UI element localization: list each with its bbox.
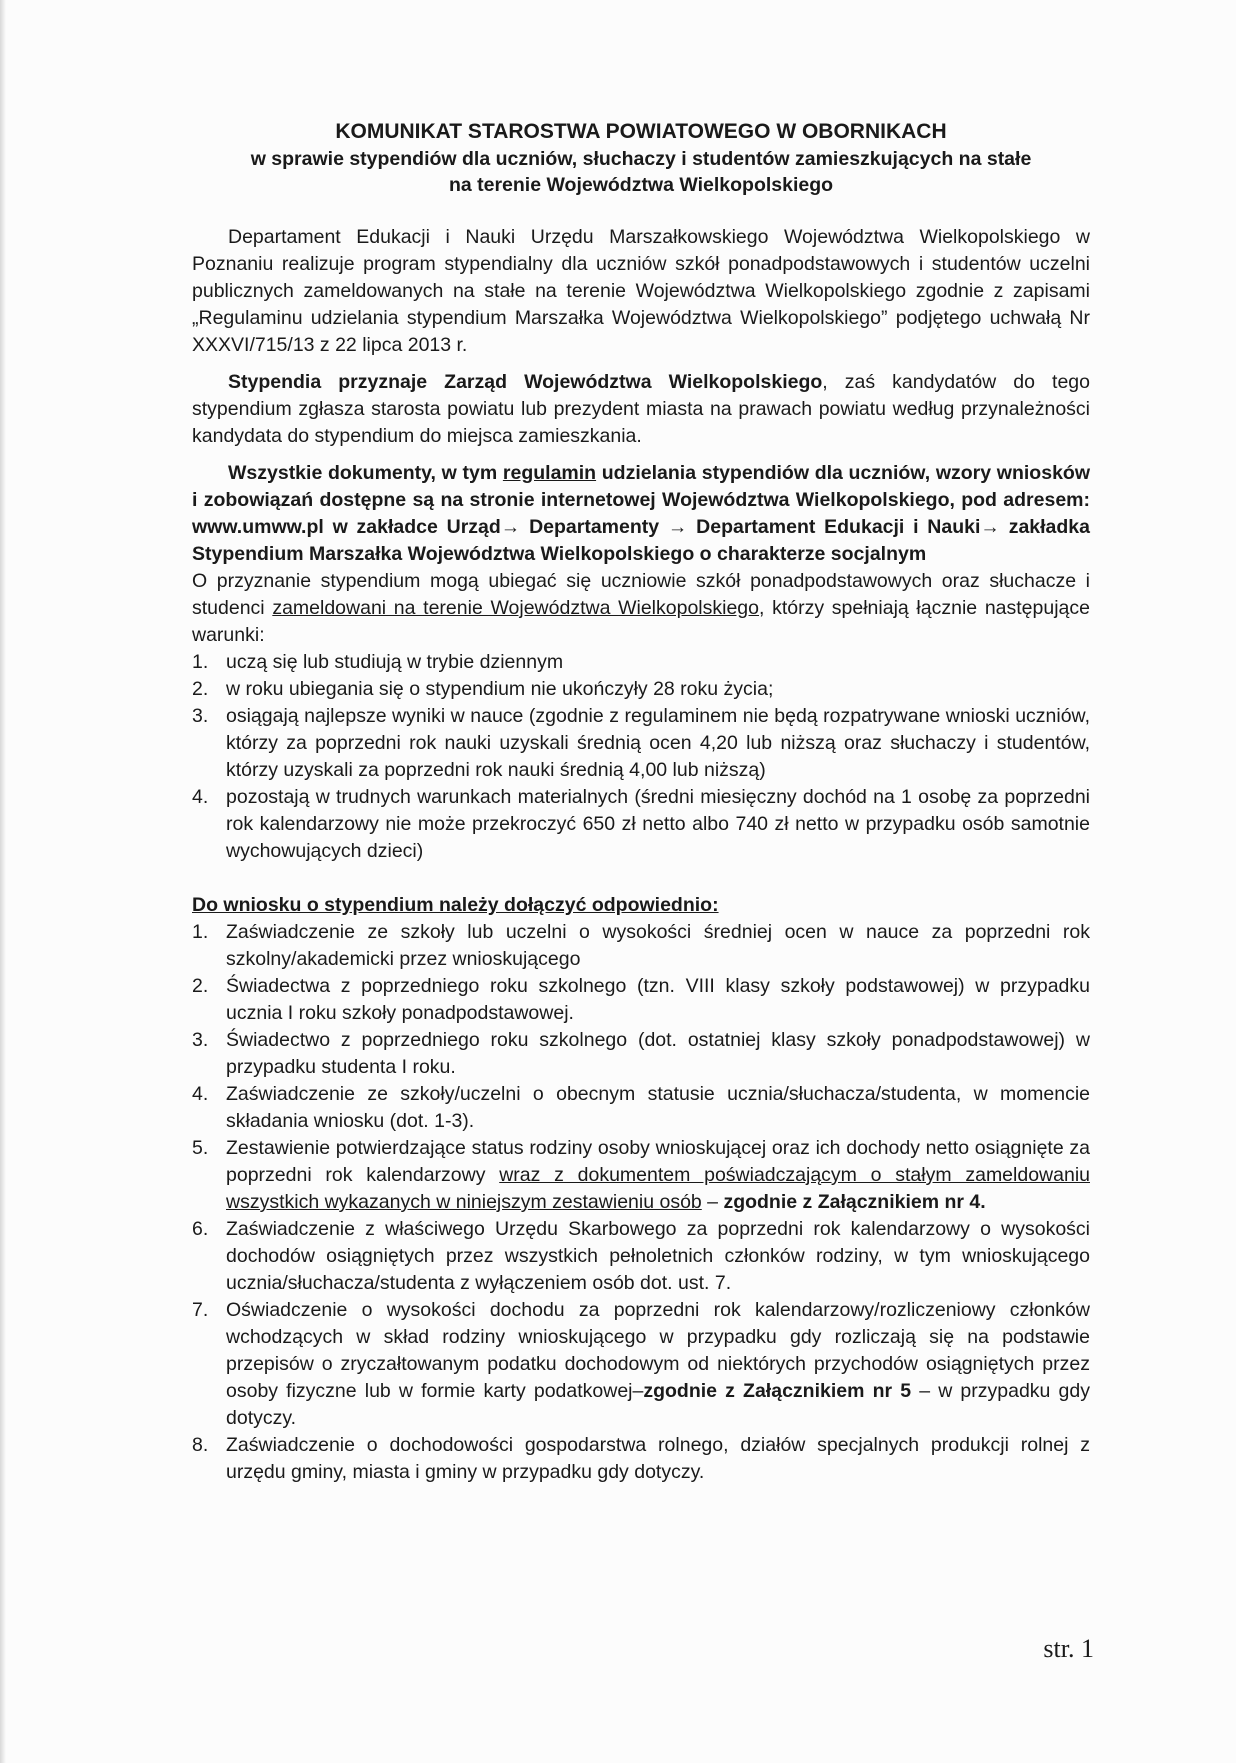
list-item — [192, 1081, 1090, 1135]
document-page — [192, 118, 1090, 1486]
list-item-text: Zaświadczenie ze szkoły/uczelni o obecnym statusie ucznia/słuchacza/studenta, w momencie składania wniosku (dot. 1-3). — [226, 1083, 1090, 1132]
list-item-number: 1. — [192, 921, 209, 943]
list-item-number: 3. — [192, 1029, 209, 1051]
list-item — [192, 1027, 1090, 1081]
header-subtitle-line2: na terenie Województwa Wielkopolskiego — [448, 174, 834, 196]
list-item — [192, 784, 1090, 865]
list-item-text: Świadectwa z poprzedniego roku szkolnego (tzn. VIII klasy szkoły podstawowej) w przypadku ucznia I roku szkoły ponadpodstawowej. — [226, 975, 1090, 1024]
list-item-text: uczą się lub studiują w trybie dziennym — [226, 651, 564, 673]
list-item-number: 4. — [192, 1083, 209, 1105]
list-item — [192, 1432, 1090, 1486]
eligibility-paragraph — [192, 568, 1090, 649]
scan-edge-shadow — [0, 0, 6, 1763]
documents-info-paragraph — [192, 460, 1090, 568]
list-item-number: 2. — [192, 975, 209, 997]
list-item — [192, 1135, 1090, 1216]
list-item — [192, 676, 1090, 703]
doc7-part2: – w przypadku gdy dotyczy. — [226, 1380, 1090, 1429]
eligibility-underlined: zameldowani na terenie Województwa Wielkopolskiego — [272, 597, 759, 619]
header-title: KOMUNIKAT STAROSTWA POWIATOWEGO W OBORNIKACH — [335, 120, 947, 143]
eligibility-part1: O przyznanie stypendium mogą ubiegać się uczniowie szkół ponadpodstawowych oraz słuchacze i studenci — [192, 570, 1090, 619]
document-header — [192, 118, 1090, 198]
list-item-number: 3. — [192, 705, 209, 727]
award-rest: , zaś kandydatów do tego stypendium zgłasza starosta powiatu lub prezydent miasta na prawach powiatu według przynależności kandydata do stypendium do miejsca zamieszkania. — [192, 371, 1090, 447]
list-item — [192, 973, 1090, 1027]
list-item-text: Zaświadczenie ze szkoły lub uczelni o wysokości średniej ocen w nauce za poprzedni rok szkolny/akademicki przez wnioskującego — [226, 921, 1090, 970]
list-item-text: osiągają najlepsze wyniki w nauce (zgodnie z regulaminem nie będą rozpatrywane wnioski uczniów, którzy za poprzedni rok nauki uzyskali średnią ocen 4,20 lub niższą oraz słuchaczy i studentów, którzy uzyskali za poprzedni rok nauki średnią 4,00 lub niższą) — [226, 705, 1090, 781]
list-item-text: Zaświadczenie o dochodowości gospodarstwa rolnego, działów specjalnych produkcji rolnej z urzędu gminy, miasta i gminy w przypadku gdy dotyczy. — [226, 1434, 1090, 1483]
list-item-number: 5. — [192, 1137, 209, 1159]
list-item-number: 4. — [192, 786, 209, 808]
regulamin-link[interactable]: regulamin — [502, 462, 597, 484]
doc5-underlined: wraz z dokumentem poświadczającym o stałym zameldowaniu wszystkich wykazanych w niniejszym zestawieniu osób — [226, 1164, 1090, 1213]
list-item-number: 8. — [192, 1434, 209, 1456]
documents-list — [192, 919, 1090, 1486]
list-item — [192, 703, 1090, 784]
list-item — [192, 1216, 1090, 1297]
doc5-attachment-ref: zgodnie z Załącznikiem nr 4. — [723, 1191, 986, 1213]
documents-info-part1: Wszystkie dokumenty, w tym — [228, 462, 503, 484]
list-item — [192, 649, 1090, 676]
list-item-number: 7. — [192, 1299, 209, 1321]
list-item-text: pozostają w trudnych warunkach materialnych (średni miesięczny dochód na 1 osobę za poprzedni rok kalendarzowy nie może przekroczyć 650 zł netto albo 740 zł netto w przypadku osób samotnie wychowujących dzieci) — [226, 786, 1090, 862]
list-item — [192, 919, 1090, 973]
scholarship-award-paragraph — [192, 369, 1090, 450]
list-item — [192, 1297, 1090, 1432]
list-item-text: Zaświadczenie z właściwego Urzędu Skarbowego za poprzedni rok kalendarzowy o wysokości dochodów osiągniętych przez wszystkich pełnoletnich członków rodziny, w tym wnioskującego ucznia/słuchacza/studenta z wyłączeniem osób dot. ust. 7. — [226, 1218, 1090, 1294]
header-subtitle-line1: w sprawie stypendiów dla uczniów, słuchaczy i studentów zamieszkujących na stałe — [250, 148, 1032, 170]
doc7-part1: Oświadczenie o wysokości dochodu za poprzedni rok kalendarzowy/rozliczeniowy członków wchodzących w skład rodziny wnioskującego w przypadku gdy rozliczają się na podstawie przepisów o zryczałtowanym podatku dochodowym od niektórych przychodów osiągniętych przez osoby fizyczne lub w formie karty podatkowej– — [226, 1299, 1090, 1402]
eligibility-part2: , którzy spełniają łącznie następujące warunki: — [192, 597, 1090, 646]
award-body-bold: Stypendia przyznaje Zarząd Województwa Wielkopolskiego — [228, 371, 823, 393]
list-item-number: 2. — [192, 678, 209, 700]
page-number: str. 1 — [1043, 1634, 1094, 1663]
doc7-attachment-ref: zgodnie z Załącznikiem nr 5 — [643, 1380, 912, 1402]
doc5-dash: – — [701, 1191, 724, 1213]
intro-paragraph: Departament Edukacji i Nauki Urzędu Marszałkowskiego Województwa Wielkopolskiego w Poznaniu realizuje program stypendialny dla uczniów szkół ponadpodstawowych i studentów uczelni publicznych zameldowanych na stałe na terenie Województwa Wielkopolskiego zgodnie z zapisami „Regulaminu udzielania stypendium Marszałka Województwa Wielkopolskiego” podjętego uchwałą Nr XXXVI/715/13 z 22 lipca 2013 r. — [192, 226, 1090, 356]
list-item-text: w roku ubiegania się o stypendium nie ukończyły 28 roku życia; — [226, 678, 774, 700]
documents-heading: Do wniosku o stypendium należy dołączyć odpowiednio: — [192, 894, 719, 916]
doc5-part1: Zestawienie potwierdzające status rodziny osoby wnioskującej oraz ich dochody netto osiągnięte za poprzedni rok kalendarzowy — [226, 1137, 1090, 1186]
list-item-text: Świadectwo z poprzedniego roku szkolnego (dot. ostatniej klasy szkoły ponadpodstawowej) w przypadku studenta I roku. — [226, 1029, 1090, 1078]
list-item-number: 1. — [192, 651, 209, 673]
conditions-list — [192, 649, 1090, 865]
documents-info-part2: udzielania stypendiów dla uczniów, wzory wniosków i zobowiązań dostępne są na stronie internetowej Województwa Wielkopolskiego, pod adresem: www.umww.pl w zakładce Urząd→ Departamenty → Departament Edukacji i Nauki→ zakładka Stypendium Marszałka Województwa Wielkopolskiego o charakterze socjalnym — [192, 462, 1090, 565]
list-item-number: 6. — [192, 1218, 209, 1240]
